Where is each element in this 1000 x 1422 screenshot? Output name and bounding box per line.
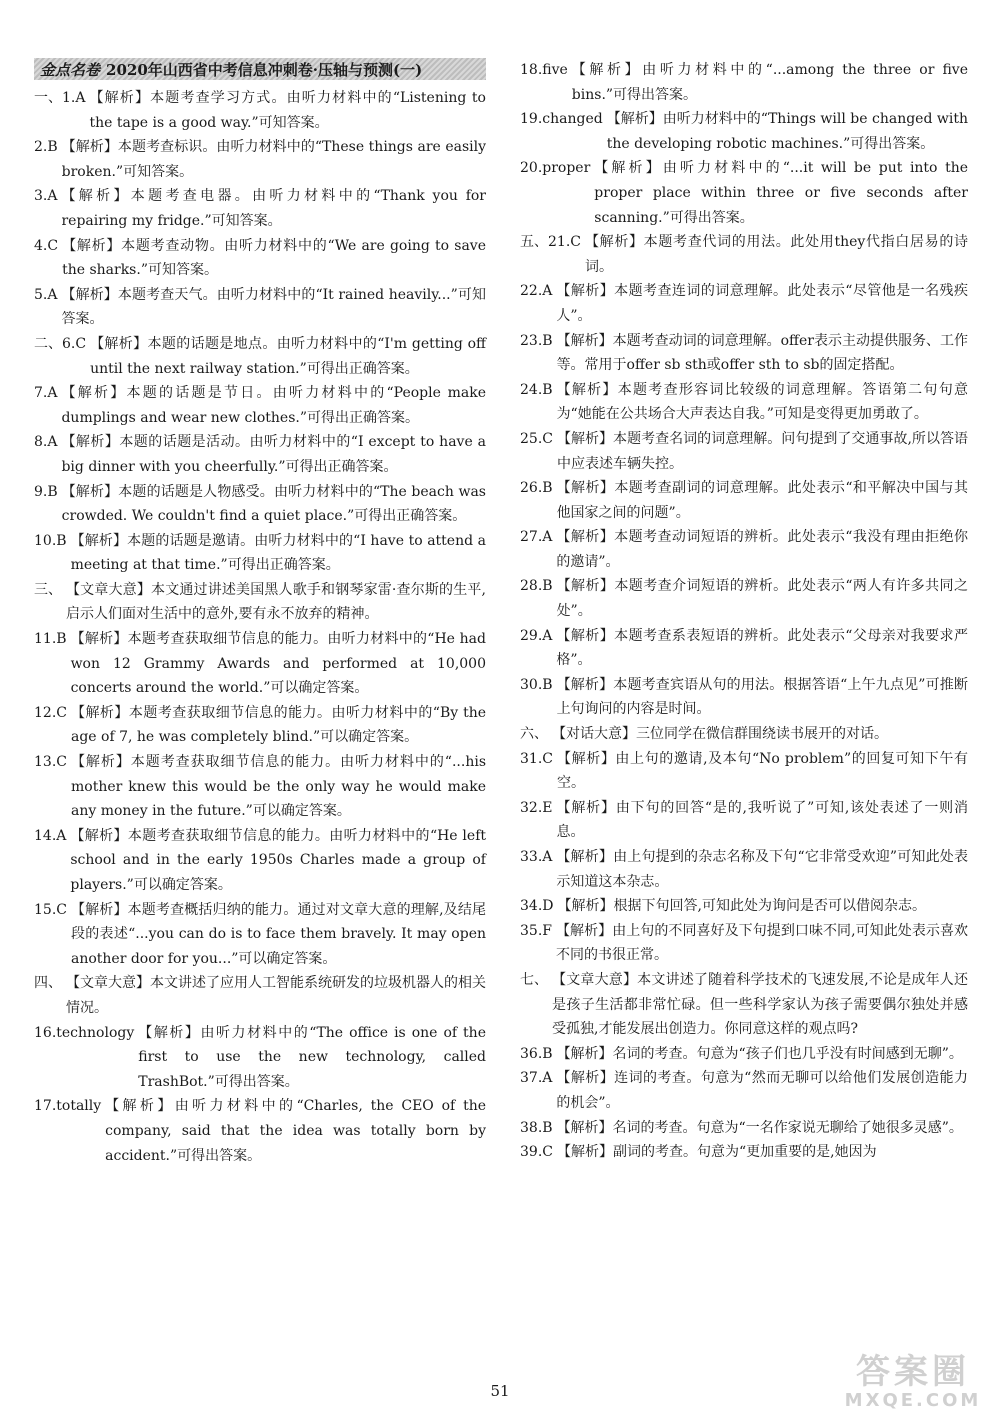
answer-entry <box>520 476 968 525</box>
right-answer-list <box>520 58 968 1165</box>
answer-number: 20.proper <box>520 160 591 177</box>
answer-number: 19.changed <box>520 111 603 128</box>
answer-explanation: 【解析】本题考查形容词比较级的词意理解。答语第二句句意为“她能在公共场合大声表达自我。”可知是变得更加勇敢了。 <box>556 381 968 423</box>
answer-entry <box>520 968 968 1042</box>
answer-number: 3.A <box>34 188 58 205</box>
answer-entry <box>34 824 486 898</box>
answer-number: 26.B <box>520 480 553 497</box>
answer-number: 16.technology <box>34 1024 135 1041</box>
answer-entry <box>520 1140 968 1165</box>
answer-entry <box>34 86 486 135</box>
answer-number: 24.B <box>520 381 553 398</box>
answer-number: 31.C <box>520 750 553 767</box>
answer-entry <box>520 574 968 623</box>
header-title: 2020年山西省中考信息冲刺卷·压轴与预测(一) <box>106 60 423 79</box>
answer-number: 4.C <box>34 237 59 254</box>
answer-number: 七、 <box>520 971 548 988</box>
answer-entry <box>520 919 968 968</box>
answer-entry <box>520 1042 968 1067</box>
answer-number: 25.C <box>520 430 553 447</box>
answer-entry <box>520 894 968 919</box>
answer-explanation: 【解析】本题考查学习方式。由听力材料中的“Listening to the tape is a good way.”可知答案。 <box>89 90 486 131</box>
answer-explanation: 【文章大意】本文讲述了随着科学技术的飞速发展,不论是成年人还是孩子生活都非常忙碌。但一些科学家认为孩子需要偶尔独处并感受孤独,才能发展出创造力。你同意这样的观点吗? <box>552 971 968 1038</box>
answer-entry <box>520 156 968 230</box>
answer-explanation: 【解析】本题考查概括归纳的能力。通过对文章大意的理解,及结尾段的表述“...you can do is to face them bravely. It may open another door for you...”可以确定答案。 <box>70 901 486 967</box>
answer-explanation: 【解析】本题考查动物。由听力材料中的“We are going to save the sharks.”可知答案。 <box>62 237 486 279</box>
answer-explanation: 【解析】由上句提到的杂志名称及下句“它非常受欢迎”可知此处表示知道这本杂志。 <box>556 849 968 890</box>
answer-explanation: 【解析】本题考查动词的词意理解。offer表示主动提供服务、工作等。常用于offer sb sth或offer sth to sb的固定搭配。 <box>556 332 968 374</box>
answer-number: 7.A <box>34 385 58 402</box>
answer-number: 38.B <box>520 1119 553 1136</box>
answer-entry <box>520 673 968 722</box>
answer-entry <box>520 107 968 156</box>
answer-explanation: 【解析】本题考查宾语从句的用法。根据答语“上午九点见”可推断上句询问的内容是时间。 <box>556 676 968 718</box>
answer-entry <box>34 1094 486 1168</box>
watermark-cn: 答案圈 <box>856 1352 970 1392</box>
answer-number: 11.B <box>34 631 67 648</box>
answer-number: 10.B <box>34 532 67 549</box>
answer-number: 30.B <box>520 676 553 693</box>
answer-entry <box>520 279 968 328</box>
answer-explanation: 【解析】本题的话题是人物感受。由听力材料中的“The beach was crowded. We couldn't find a quiet place.”可得出正确答案。 <box>61 483 486 525</box>
answer-explanation: 【解析】连词的考查。句意为“然而无聊可以给他们发展创造能力的机会”。 <box>556 1070 968 1111</box>
answer-entry <box>520 1066 968 1115</box>
answer-explanation: 【解析】由听力材料中的“Things will be changed with the developing robotic machines.”可得出答案。 <box>606 111 968 152</box>
answer-entry <box>520 796 968 845</box>
answer-explanation: 【解析】由听力材料中的“...among the three or five bins.”可得出答案。 <box>571 62 968 103</box>
answer-number: 三、 <box>34 581 62 598</box>
answer-entry <box>34 701 486 750</box>
answer-entry <box>34 1021 486 1095</box>
answer-explanation: 【解析】本题的话题是地点。由听力材料中的“I'm getting off until the next railway station.”可得出正确答案。 <box>90 335 486 377</box>
answer-entry <box>520 58 968 107</box>
answer-number: 五、21.C <box>520 234 581 251</box>
answer-entry <box>520 329 968 378</box>
answer-number: 34.D <box>520 898 554 915</box>
answer-entry <box>34 971 486 1020</box>
answer-number: 17.totally <box>34 1098 102 1115</box>
answer-number: 二、6.C <box>34 335 87 352</box>
answer-number: 四、 <box>34 975 62 992</box>
answer-entry <box>34 283 486 332</box>
answer-entry <box>34 135 486 184</box>
answer-explanation: 【解析】本题考查动词短语的辨析。此处表示“我没有理由拒绝你的邀请”。 <box>556 529 968 570</box>
header-brand: 金点名卷 <box>40 60 101 79</box>
answer-explanation: 【对话大意】三位同学在微信群围绕读书展开的对话。 <box>552 726 888 743</box>
answer-entry <box>34 750 486 824</box>
answer-number: 8.A <box>34 434 58 451</box>
answer-explanation: 【解析】本题考查天气。由听力材料中的“It rained heavily...”可知答案。 <box>61 286 486 328</box>
answer-entry <box>520 747 968 796</box>
answer-entry <box>34 480 486 529</box>
answer-explanation: 【解析】本题考查获取细节信息的能力。由听力材料中的“By the age of 7, he was completely blind.”可以确定答案。 <box>70 704 486 746</box>
answer-explanation: 【解析】本题考查副词的词意理解。此处表示“和平解决中国与其他国家之间的问题”。 <box>556 480 968 521</box>
answer-number: 14.A <box>34 827 67 844</box>
answer-number: 33.A <box>520 849 553 865</box>
answer-explanation: 【解析】本题的话题是节日。由听力材料中的“People make dumplings and wear new clothes.”可得出正确答案。 <box>61 385 486 426</box>
answer-explanation: 【解析】本题考查获取细节信息的能力。由听力材料中的“...his mother knew this would be the only way he would make any money in the future.”可以确定答案。 <box>70 754 486 820</box>
watermark-en: MXQE.COM <box>844 1390 982 1411</box>
answer-number: 一、1.A <box>34 90 86 106</box>
answer-entry <box>520 230 968 279</box>
answer-number: 28.B <box>520 578 553 595</box>
answer-entry <box>520 722 968 747</box>
answer-explanation: 【解析】由听力材料中的“The office is one of the first to use the new technology, called TrashBot.”可得出答案。 <box>138 1024 486 1090</box>
answer-entry <box>34 529 486 578</box>
answer-entry <box>520 624 968 673</box>
answer-explanation: 【解析】由听力材料中的“Charles, the CEO of the company, said that the idea was totally born by accident.”可得出答案。 <box>105 1098 486 1164</box>
answer-explanation: 【解析】本题考查名词的词意理解。问句提到了交通事故,所以答语中应表述车辆失控。 <box>556 430 968 472</box>
answer-explanation: 【文章大意】本文通过讲述美国黑人歌手和钢琴家雷·查尔斯的生平,启示人们面对生活中的意外,要有永不放弃的精神。 <box>66 581 486 623</box>
answer-number: 2.B <box>34 139 58 156</box>
answer-number: 六、 <box>520 726 548 743</box>
answer-explanation: 【解析】本题考查电器。由听力材料中的“Thank you for repairing my fridge.”可知答案。 <box>61 188 486 229</box>
answer-entry <box>34 627 486 701</box>
answer-explanation: 【解析】本题考查连词的词意理解。此处表示“尽管他是一名残疾人”。 <box>556 283 968 324</box>
answer-explanation: 【解析】本题的话题是邀请。由听力材料中的“I have to attend a meeting at that time.”可得出正确答案。 <box>70 532 486 574</box>
watermark-logo <box>838 1354 988 1416</box>
answer-entry <box>34 430 486 479</box>
answer-entry <box>520 378 968 427</box>
answer-explanation: 【解析】由上句的邀请,及本句“No problem”的回复可知下午有空。 <box>556 750 968 792</box>
answer-explanation: 【解析】名词的考查。句意为“一名作家说无聊给了她很多灵感”。 <box>556 1119 963 1136</box>
answer-number: 9.B <box>34 483 58 500</box>
answer-entry <box>34 332 486 381</box>
exam-header <box>34 58 486 80</box>
answer-explanation: 【解析】本题考查获取细节信息的能力。由听力材料中的“He left school and in the early 1950s Charles made a group of players.”可以确定答案。 <box>70 827 486 893</box>
answer-entry <box>34 184 486 233</box>
answer-number: 15.C <box>34 901 67 918</box>
answer-number: 22.A <box>520 283 553 300</box>
answer-number: 18.five <box>520 62 568 78</box>
answer-number: 5.A <box>34 286 58 303</box>
answer-number: 27.A <box>520 529 553 546</box>
answer-number: 36.B <box>520 1045 553 1062</box>
page-number: 51 <box>490 1382 510 1400</box>
answer-number: 29.A <box>520 627 553 644</box>
answer-explanation: 【解析】本题考查获取细节信息的能力。由听力材料中的“He had won 12 Grammy Awards and performed at 10,000 concerts around the world.”可以确定答案。 <box>70 631 486 697</box>
answer-explanation: 【解析】本题考查代词的用法。此处用they代指白居易的诗词。 <box>584 234 968 275</box>
answer-explanation: 【解析】本题考查标识。由听力材料中的“These things are easily broken.”可知答案。 <box>61 139 486 180</box>
answer-explanation: 【解析】本题考查系表短语的辨析。此处表示“父母亲对我要求严格”。 <box>556 627 968 669</box>
left-answer-list <box>34 86 486 1168</box>
answer-explanation: 【解析】本题考查介词短语的辨析。此处表示“两人有许多共同之处”。 <box>556 578 968 620</box>
answer-entry <box>520 525 968 574</box>
answer-entry <box>34 578 486 627</box>
answer-explanation: 【解析】由上句的不同喜好及下句提到口味不同,可知此处表示喜欢不同的书很正常。 <box>555 922 968 964</box>
answer-explanation: 【解析】名词的考查。句意为“孩子们也几乎没有时间感到无聊”。 <box>556 1045 963 1062</box>
answer-number: 39.C <box>520 1144 553 1161</box>
answer-explanation: 【解析】本题的话题是活动。由听力材料中的“I except to have a big dinner with you cheerfully.”可得出正确答案。 <box>61 434 486 475</box>
right-column <box>520 58 968 1165</box>
answer-explanation: 【解析】由听力材料中的“...it will be put into the proper place within three or five seconds after scanning.”可得出答案。 <box>594 160 968 226</box>
answer-entry <box>34 381 486 430</box>
answer-explanation: 【解析】由下句的回答“是的,我听说了”可知,该处表述了一则消息。 <box>556 799 968 841</box>
answer-explanation: 【解析】副词的考查。句意为“更加重要的是,她因为 <box>556 1144 877 1161</box>
answer-number: 32.E <box>520 799 553 816</box>
answer-number: 23.B <box>520 332 553 349</box>
answer-entry <box>520 1116 968 1141</box>
answer-number: 35.F <box>520 922 552 939</box>
answer-number: 13.C <box>34 754 67 771</box>
answer-number: 12.C <box>34 704 67 721</box>
answer-explanation: 【文章大意】本文讲述了应用人工智能系统研发的垃圾机器人的相关情况。 <box>66 975 486 1016</box>
answer-explanation: 【解析】根据下句回答,可知此处为询问是否可以借阅杂志。 <box>557 898 926 915</box>
left-column <box>34 58 486 1168</box>
answer-entry <box>34 898 486 972</box>
answer-entry <box>520 427 968 476</box>
answer-number: 37.A <box>520 1070 553 1087</box>
answer-entry <box>520 845 968 894</box>
answer-entry <box>34 234 486 283</box>
